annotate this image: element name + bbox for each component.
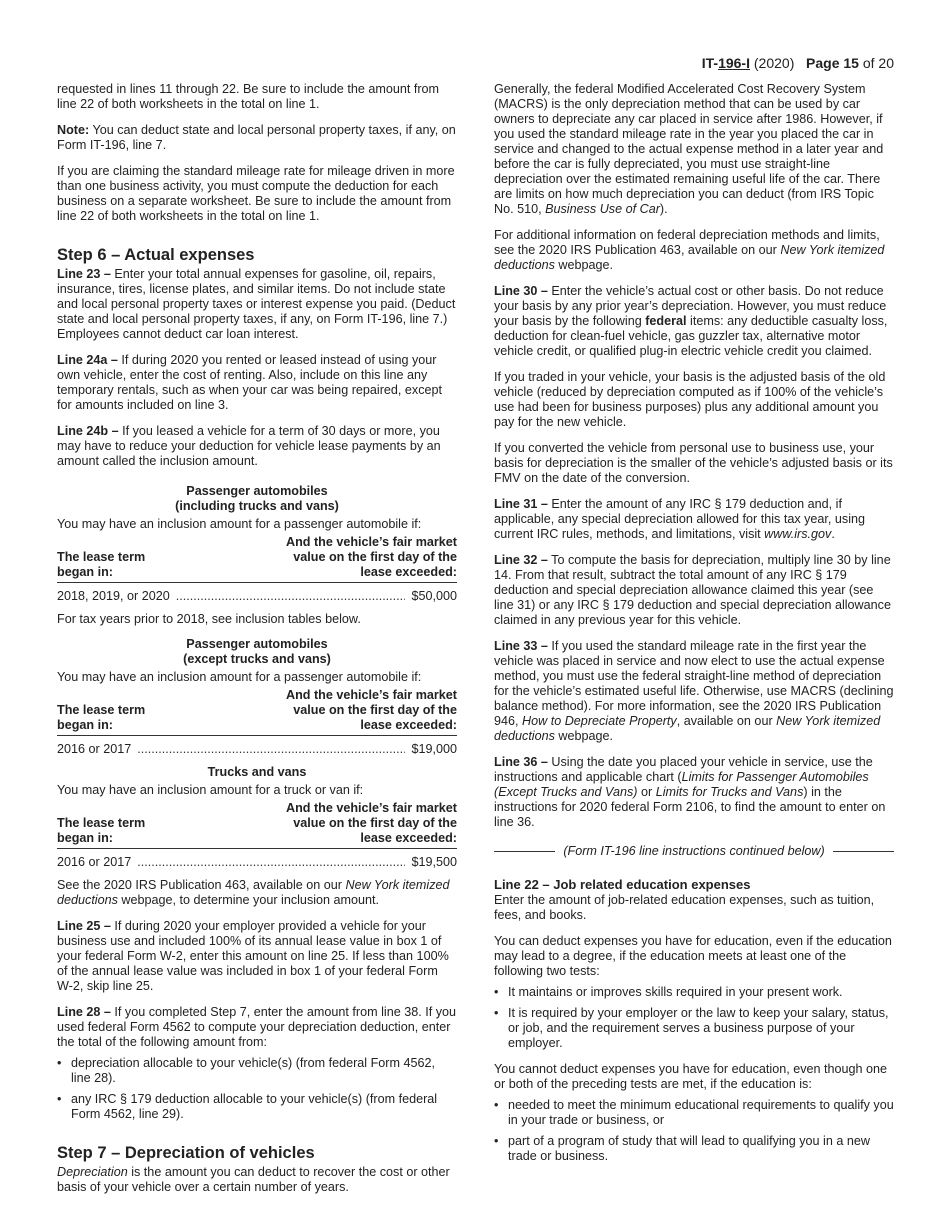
- paragraph-mileage: If you are claiming the standard mileage rate for mileage driven in more than one business activity, you must compute the deduction for each business on a separate worksheet. Be sure to include the amount from line 22 of both worksheets in the total on line 1.: [57, 164, 455, 223]
- page-of: of 20: [862, 55, 894, 71]
- line25-paragraph: [57, 919, 457, 994]
- macrs-text-b: ).: [659, 202, 668, 216]
- line36-text-a: Using the date you placed your vehicle in service, use the instructions and applicable chart (: [494, 755, 873, 784]
- line23-lead: Line 23 –: [57, 267, 111, 281]
- table2-col-value-l2: value on the first day of the: [293, 703, 457, 717]
- table1-header: [57, 535, 457, 583]
- list-item: • It is required by your employer or the law to keep your salary, status, or job, and the requirement serves a business purpose of your employer.: [494, 1006, 894, 1051]
- line24a-lead: Line 24a –: [57, 353, 118, 367]
- table3-intro: You may have an inclusion amount for a truck or van if:: [57, 783, 364, 797]
- table1-title-line2: (including trucks and vans): [175, 499, 339, 513]
- line36-text-c: ) in the instructions for 2020 federal Form 2106, to find the amount to enter on line 36.: [494, 785, 886, 829]
- table2-col-value: [286, 688, 457, 733]
- form-id: 196-I: [718, 55, 750, 71]
- irs-link[interactable]: www.irs.gov: [764, 527, 832, 541]
- addl-italic: New York itemized deductions: [494, 243, 885, 272]
- line33-text-c: webpage.: [554, 729, 614, 743]
- table3-title: [57, 765, 457, 780]
- line28-lead: Line 28 –: [57, 1005, 111, 1019]
- dot-leader: [176, 589, 406, 604]
- table1-intro: You may have an inclusion amount for a passenger automobile if:: [57, 517, 422, 531]
- line36-italic-2: Limits for Trucks and Vans: [655, 785, 804, 799]
- line32-text: To compute the basis for depreciation, multiply line 30 by line 14. From that result, subtract the total amount of any IRC § 179 deduction and special depreciation allowance claimed this year (see line 31) or any IRC § 179 deduction and special depreciation allowance claimed in any previous year for this vehicle.: [494, 553, 891, 627]
- line22-paragraph: Enter the amount of job-related education expenses, such as tuition, fees, and books.: [494, 893, 875, 922]
- list-item: • any IRC § 179 deduction allocable to your vehicle(s) (from federal Form 4562, line 29).: [57, 1092, 457, 1122]
- line30-text-b: items: any deductible casualty loss, deduction for clean-fuel vehicle, gas guzzler tax, alternative motor vehicle credit, or qualified plug-in electric vehicle credit you claimed.: [494, 314, 888, 358]
- table1-col-term-l2: began in:: [57, 565, 113, 579]
- line25-lead: Line 25 –: [57, 919, 111, 933]
- table3-header: [57, 801, 457, 849]
- see-pub-italic: New York itemized deductions: [57, 878, 450, 907]
- list-item: • It maintains or improves skills required in your present work.: [494, 985, 894, 1000]
- note-text: You can deduct state and local personal property taxes, if any, on Form IT-196, line 7.: [57, 123, 456, 152]
- line33-text-b: , available on our: [676, 714, 777, 728]
- line32-lead: Line 32 –: [494, 553, 548, 567]
- table1-col-value-l2: value on the first day of the: [293, 550, 457, 564]
- cannot-deduct-paragraph: You cannot deduct expenses you have for education, even though one or both of the preceding tests are met, if the education is:: [494, 1062, 888, 1091]
- list-item: • part of a program of study that will lead to qualifying you in a new trade or business.: [494, 1134, 894, 1164]
- see-pub-text-a: See the 2020 IRS Publication 463, available on our: [57, 878, 346, 892]
- table2-title: [57, 637, 457, 667]
- addl-text-b: webpage.: [554, 258, 614, 272]
- table2-title-line2: (except trucks and vans): [183, 652, 331, 666]
- table3-col-value-l1: And the vehicle’s fair market: [285, 801, 457, 815]
- addl-text-a: For additional information on federal depreciation methods and limits, see the 2020 IRS Publication 463, available on our: [494, 228, 880, 257]
- table1-col-term: [57, 550, 145, 580]
- line33-paragraph: [494, 639, 894, 744]
- divider-line-right: [833, 851, 894, 852]
- table2-value: $19,000: [411, 742, 457, 756]
- line30-text-a: Enter the vehicle’s actual cost or other basis. Do not reduce your basis by any prior year’s depreciation. However, you must reduce your basis by the following: [494, 284, 887, 328]
- table2-col-term-l2: began in:: [57, 718, 113, 732]
- line36-text-b: or: [637, 785, 656, 799]
- table3-col-term: [57, 816, 145, 846]
- step7-heading: Step 7 – Depreciation of vehicles: [57, 1144, 315, 1162]
- line31-text-a: Enter the amount of any IRC § 179 deduction and, if applicable, any special depreciation allowed for this tax year, using current IRC rules, methods, and limitations, visit: [494, 497, 866, 541]
- see-pub-463: [57, 878, 457, 908]
- table2-col-term-l1: The lease term: [57, 703, 146, 717]
- table3-col-value: [286, 801, 457, 846]
- table-row: [57, 855, 457, 870]
- table1-col-value-l1: And the vehicle’s fair market: [285, 535, 457, 549]
- line24a-paragraph: [57, 353, 457, 413]
- cannot-deduct-bullets: [494, 1098, 894, 1164]
- converted-paragraph: If you converted the vehicle from personal use to business use, your basis for depreciation is the smaller of the vehicle’s adjusted basis or its FMV on the date of the conversion.: [494, 441, 893, 485]
- line25-text: If during 2020 your employer provided a vehicle for your business use and included 100% of its annual lease value in box 1 of your federal Form W-2, enter this amount on line 25. If less than 100% of the annual lease value was included in box 1 of your federal Form W-2, skip line 25.: [57, 919, 449, 993]
- inclusion-table-3: [57, 801, 457, 870]
- line33-italic-2: New York itemized deductions: [494, 714, 881, 743]
- table1-col-value: [286, 535, 457, 580]
- line36-lead: Line 36 –: [494, 755, 548, 769]
- macrs-italic: Business Use of Car: [545, 202, 660, 216]
- prior-years-note: For tax years prior to 2018, see inclusion tables below.: [57, 612, 361, 626]
- step6-heading: Step 6 – Actual expenses: [57, 246, 255, 264]
- line23-paragraph: [57, 267, 457, 342]
- line28-text: If you completed Step 7, enter the amount from line 38. If you used federal Form 4562 to compute your depreciation deduction, enter the total of the following amount from:: [57, 1005, 457, 1049]
- table3-col-term-l2: began in:: [57, 831, 113, 845]
- left-column: [57, 82, 457, 1206]
- table1-title: [57, 484, 457, 514]
- line33-italic-1: How to Depreciate Property: [522, 714, 677, 728]
- line30-paragraph: [494, 284, 894, 359]
- table2-header: [57, 688, 457, 736]
- table3-title-line1: Trucks and vans: [207, 765, 307, 779]
- inclusion-table-1: [57, 535, 457, 604]
- table3-term: 2016 or 2017: [57, 855, 132, 869]
- line23-text: Enter your total annual expenses for gasoline, oil, repairs, insurance, tires, license plates, and similar items. Do not include state and local personal property taxes or interest expense you paid. (Deduct state and local personal property taxes, if any, on Form IT-196, line 7.) Employees cannot deduct car loan interest.: [57, 267, 456, 341]
- line36-paragraph: [494, 755, 894, 830]
- form-year: (2020): [753, 55, 795, 71]
- table3-col-value-l2: value on the first day of the: [293, 816, 457, 830]
- additional-info-paragraph: [494, 228, 894, 273]
- table-row: [57, 742, 457, 757]
- list-item: • needed to meet the minimum educational requirements to qualify you in your trade or business, or: [494, 1098, 894, 1128]
- traded-paragraph: If you traded in your vehicle, your basis is the adjusted basis of the old vehicle (reduced by depreciation computed as if 100% of the vehicle’s use had been for business purposes) plus any additional amount you pay for the new vehicle.: [494, 370, 886, 429]
- dot-leader: [137, 855, 405, 870]
- continued-divider: [494, 844, 894, 859]
- table1-title-line1: Passenger automobiles: [186, 484, 328, 498]
- page-header: [702, 55, 894, 71]
- line31-lead: Line 31 –: [494, 497, 548, 511]
- line32-paragraph: [494, 553, 894, 628]
- can-deduct-paragraph: You can deduct expenses you have for education, even if the education may lead to a degree, if the education meets at least one of the following two tests:: [494, 934, 892, 978]
- divider-line-left: [494, 851, 555, 852]
- depreciation-term: Depreciation: [57, 1165, 128, 1179]
- line30-lead: Line 30 –: [494, 284, 548, 298]
- paragraph-intro: requested in lines 11 through 22. Be sure to include the amount from line 22 of both worksheets in the total on line 1.: [57, 82, 440, 111]
- see-pub-text-b: webpage, to determine your inclusion amount.: [117, 893, 380, 907]
- dot-leader: [137, 742, 405, 757]
- continued-note: (Form IT-196 line instructions continued below): [563, 844, 825, 858]
- table3-value: $19,500: [411, 855, 457, 869]
- note-lead: Note:: [57, 123, 90, 137]
- table1-value: $50,000: [411, 589, 457, 603]
- line30-bold: federal: [645, 314, 687, 328]
- can-deduct-bullets: [494, 985, 894, 1051]
- paragraph-note: [57, 123, 457, 153]
- line36-italic-1: Limits for Passenger Automobiles (Except Trucks and Vans): [494, 770, 869, 799]
- table1-col-term-l1: The lease term: [57, 550, 146, 564]
- table3-col-term-l1: The lease term: [57, 816, 146, 830]
- table2-intro: You may have an inclusion amount for a passenger automobile if:: [57, 670, 422, 684]
- table2-col-term: [57, 703, 145, 733]
- form-prefix: IT-: [701, 55, 719, 71]
- table1-col-value-l3: lease exceeded:: [360, 565, 457, 579]
- macrs-paragraph: [494, 82, 894, 217]
- depreciation-text: is the amount you can deduct to recover the cost or other basis of your vehicle over a certain number of years.: [57, 1165, 450, 1194]
- line31-text-b: .: [831, 527, 835, 541]
- line24a-text: If during 2020 you rented or leased instead of using your own vehicle, enter the cost of renting. Also, include on this line any temporary rentals, such as when your car was being repaired, except for amounts included on line 3.: [57, 353, 443, 412]
- table2-col-value-l3: lease exceeded:: [360, 718, 457, 732]
- line22-heading: Line 22 – Job related education expenses: [494, 877, 751, 892]
- table2-title-line1: Passenger automobiles: [186, 637, 328, 651]
- line24b-text: If you leased a vehicle for a term of 30 days or more, you may have to reduce your deduction for vehicle lease payments by an amount called the inclusion amount.: [57, 424, 441, 468]
- line31-paragraph: [494, 497, 894, 542]
- line33-lead: Line 33 –: [494, 639, 548, 653]
- line28-paragraph: [57, 1005, 457, 1050]
- line33-text-a: If you used the standard mileage rate in the first year the vehicle was placed in service and now elect to use the actual expense method, you must use the federal straight-line method of depreciation for the vehicle’s estimated useful life. Otherwise, use MACRS (declining balance method). For more information, see the 2020 IRS Publication 946,: [494, 639, 894, 728]
- line24b-paragraph: [57, 424, 457, 469]
- table2-term: 2016 or 2017: [57, 742, 132, 756]
- depreciation-paragraph: [57, 1165, 457, 1195]
- list-item: • depreciation allocable to your vehicle(s) (from federal Form 4562, line 28).: [57, 1056, 457, 1086]
- page-label: Page 15: [806, 55, 859, 71]
- right-column: [494, 82, 894, 1175]
- table-row: [57, 589, 457, 604]
- inclusion-table-2: [57, 688, 457, 757]
- line28-bullets: [57, 1056, 457, 1122]
- table2-col-value-l1: And the vehicle’s fair market: [285, 688, 457, 702]
- macrs-text-a: Generally, the federal Modified Accelerated Cost Recovery System (MACRS) is the only depreciation method that can be used by car owners to depreciate any car placed in service after 1986. However, if you used the standard mileage rate in the year you placed the car in service and changed to the actual expense method in a later year and before the car is fully depreciated, you must use straight-line depreciation over the estimated remaining useful life of the car. There are limits on how much depreciation you can deduct (from IRS Topic No. 510,: [494, 82, 884, 216]
- table1-term: 2018, 2019, or 2020: [57, 589, 170, 603]
- table3-col-value-l3: lease exceeded:: [360, 831, 457, 845]
- line24b-lead: Line 24b –: [57, 424, 119, 438]
